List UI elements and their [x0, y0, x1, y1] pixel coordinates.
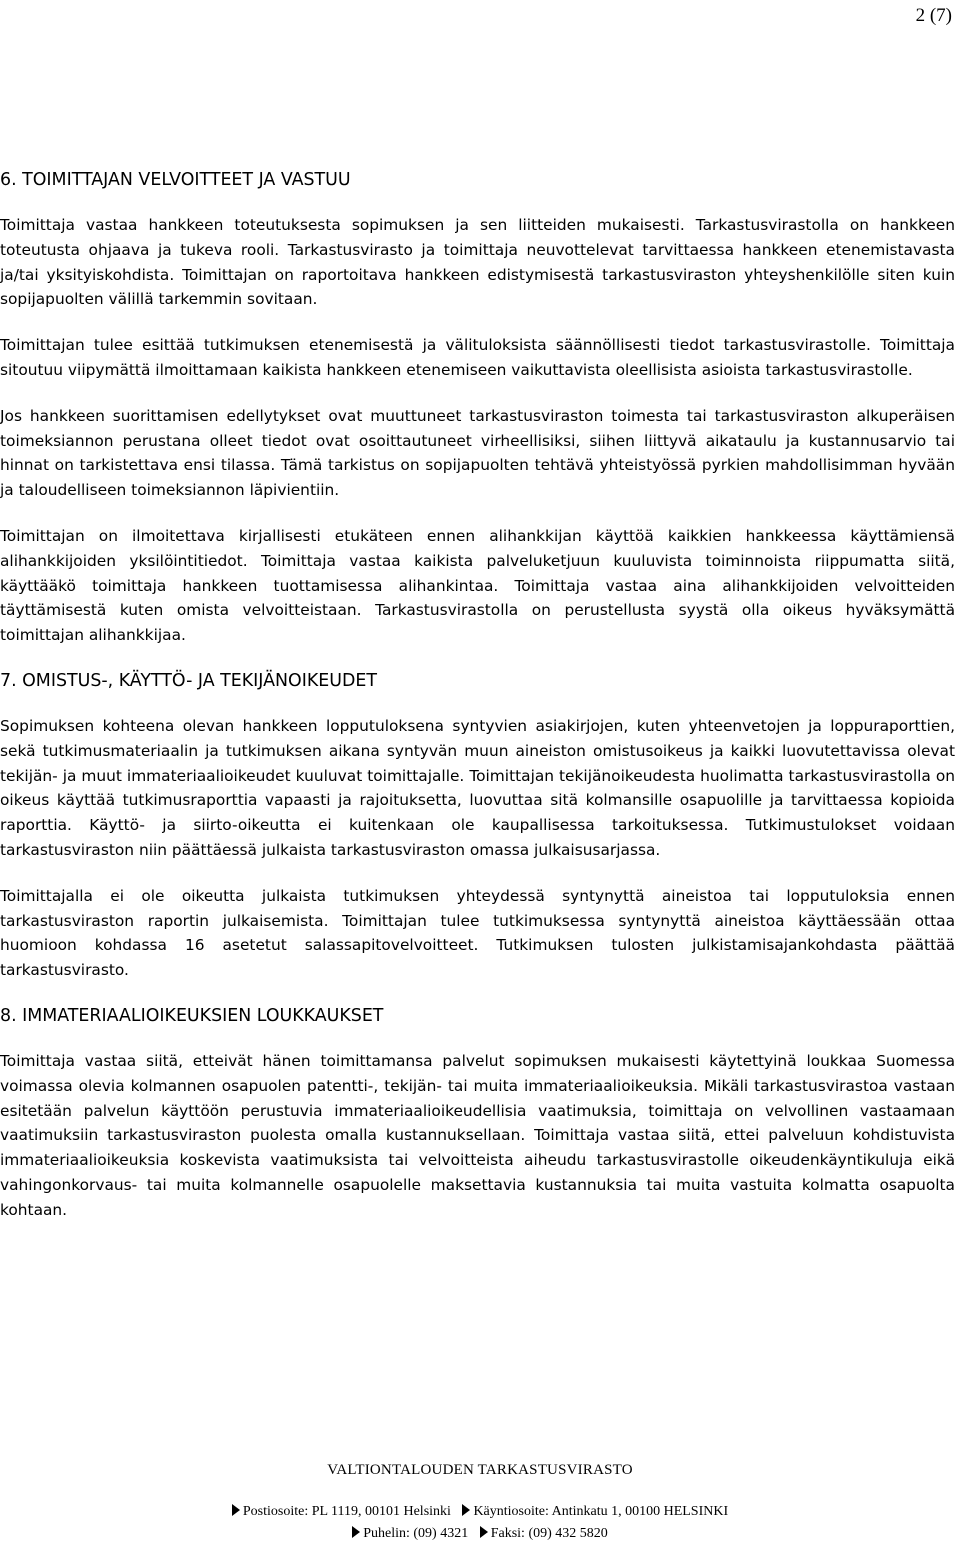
arrow-right-icon: [480, 1526, 488, 1538]
section-8: [0, 1004, 955, 1223]
footer-organization: VALTIONTALOUDEN TARKASTUSVIRASTO: [327, 1462, 633, 1478]
section-7: [0, 669, 955, 983]
footer-postal-address: [232, 1504, 451, 1520]
footer-address-row: [0, 1504, 960, 1520]
page-number: 2 (7): [915, 5, 952, 26]
footer-contact-row: [0, 1526, 960, 1542]
section-heading: 8. IMMATERIAALIOIKEUKSIEN LOUKKAUKSET: [0, 1005, 384, 1026]
section-6: [0, 168, 955, 648]
paragraph: Toimittajan tulee esittää tutkimuksen etenemisestä ja välituloksista säännöllisesti tiedot tarkastusvirastolle. Toimittaja sitoutuu viipymättä ilmoittamaan kaikista hankkeen etenemiseen vaikuttavista oleellisista asioista tarkastusvirastolle.: [0, 336, 955, 379]
paragraph: Jos hankkeen suorittamisen edellytykset ovat muuttuneet tarkastusviraston toimesta tai tarkastusviraston alkuperäisen toimeksiannon perustana olleet tiedot ovat osoittautuneet virheellisiksi, siihen liittyvä aikataulu ja kustannusarvio tai hinnat on tarkistettava ensi tilassa. Tämä tarkistus on sopijapuolten tehtävä yhteistyössä pyrkien mahdollisimman hyvään ja taloudelliseen toimeksiannon läpivientiin.: [0, 406, 955, 500]
footer-visiting-address: [462, 1504, 728, 1520]
section-heading: 6. TOIMITTAJAN VELVOITTEET JA VASTUU: [0, 170, 351, 190]
section-heading: 7. OMISTUS-, KÄYTTÖ- JA TEKIJÄNOIKEUDET: [0, 670, 377, 691]
paragraph: Toimittajalla ei ole oikeutta julkaista tutkimuksen yhteydessä syntynyttä aineistoa tai lopputuloksia ennen tarkastusviraston raportin julkaisemista. Toimittajan tulee tutkimuksessa syntynyttä aineistoa käyttäessään ottaa huomioon kohdassa 16 asetetut salassapitovelvoitteet. Tutkimuksen tulosten julkistamisajankohdasta päättää tarkastusvirasto.: [0, 886, 955, 980]
arrow-right-icon: [232, 1504, 240, 1516]
footer-phone-text: Puhelin: (09) 4321: [363, 1526, 469, 1541]
document-body: [0, 168, 955, 1244]
footer-postal-text: Postiosoite: PL 1119, 00101 Helsinki: [242, 1504, 451, 1519]
paragraph: Toimittajan on ilmoitettava kirjallisesti etukäteen ennen alihankkijan käyttöä kaikkien hankkeessa käyttämiensä alihankkijoiden yksilöintitiedot. Toimittaja vastaa kaikista palveluketjuun kuuluvista toiminnoista riippumatta siitä, käyttääkö toimittaja hankkeen tuottamisessa alihankintaa. Toimittaja vastaa aina alihankkijoiden velvoitteiden täyttämisestä kuten omista velvoitteistaan. Tarkastusvirastolla on perustellusta syystä olla oikeus hyväksymättä toimittajan alihankkijaa.: [0, 526, 955, 645]
paragraph: Toimittaja vastaa siitä, etteivät hänen toimittamansa palvelut sopimuksen mukaisesti käytettyinä loukkaa Suomessa voimassa olevia kolmannen osapuolen patentti-, tekijän- tai muita immateriaalioikeuksia. Mikäli tarkastusvirastoa vastaan esitetään palvelun käyttöön perustuvia immateriaalioikeudellisia vaatimuksia, toimittaja on velvollinen vastaamaan vaatimuksiin tarkastusviraston puolesta omalla kustannuksellaan. Toimittaja vastaa siitä, ettei palveluun kohdistuvista immateriaalioikeuksia koskevista vaatimuksista tai velvoitteista aiheudu tarkastusvirastolle oikeudenkäyntikuluja eikä vahingonkorvaus- tai muita kolmannelle osapuolelle maksettavia kustannuksia tai muita vastuita kolmatta osapuolta kohtaan.: [0, 1051, 955, 1219]
arrow-right-icon: [462, 1504, 470, 1516]
footer-fax: [480, 1526, 608, 1542]
footer-visiting-text: Käyntiosoite: Antinkatu 1, 00100 HELSINKI: [473, 1504, 729, 1519]
paragraph: Toimittaja vastaa hankkeen toteutuksesta sopimuksen ja sen liitteiden mukaisesti. Tarkastusvirastolla on hankkeen toteutusta ohjaava ja tukeva rooli. Tarkastusvirasto ja toimittaja neuvottelevat tarvittaessa hankkeen etenemistavasta ja/tai yksityiskohdista. Toimittajan on raportoitava hankkeen edistymisestä tarkastusviraston yhteyshenkilölle siten kuin sopijapuolten välillä tarkemmin sovitaan.: [0, 216, 955, 309]
arrow-right-icon: [352, 1526, 360, 1538]
footer-fax-text: Faksi: (09) 432 5820: [490, 1526, 608, 1541]
paragraph: Sopimuksen kohteena olevan hankkeen lopputuloksena syntyvien asiakirjojen, kuten yhteenvetojen ja loppuraporttien, sekä tutkimusmateriaalin ja tutkimuksen aikana syntyvän muun aineiston omistusoikeus ja kaikki luovutettavissa olevat tekijän- ja muut immateriaalioikeudet kuuluvat toimittajalle. Toimittajan tekijänoikeudesta huolimatta tarkastusvirastolla on oikeus käyttää tutkimusraporttia vapaasti ja rajoituksetta, luovuttaa sitä kolmansille osapuolille ja tarvittaessa kopioida raporttia. Käyttö- ja siirto-oikeutta ei kuitenkaan ole kaupallisessa tarkoituksessa. Tutkimustulokset voidaan tarkastusviraston niin päättäessä julkaista tarkastusviraston omassa julkaisusarjassa.: [0, 716, 955, 859]
footer-phone: [352, 1526, 468, 1542]
